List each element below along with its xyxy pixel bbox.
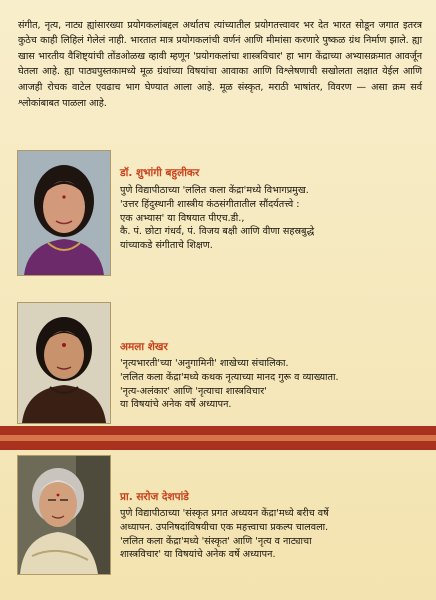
portrait-woman-3-image: [18, 456, 110, 574]
author-bio-2: [120, 357, 339, 412]
bio-line: कै. पं. छोटा गंधर्व, पं. विजय बक्षी आणि वीणा सहस्रबुद्धे: [120, 226, 315, 238]
author-photo-1: [17, 150, 111, 276]
bio-line: पुणे विद्यापीठाच्या 'ललित कला केंद्रा'मध्ये विभागप्रमुख.: [120, 185, 309, 196]
author-photo-3: [17, 455, 111, 575]
decorative-band-dark-bottom: [0, 441, 436, 450]
portrait-woman-2-image: [18, 303, 110, 423]
portrait-woman-1-image: [18, 151, 110, 275]
author-name-1: डॉ. शुभांगी बहुलीकर: [120, 167, 200, 179]
bio-line: 'ललित कला केंद्रा'मध्ये कथक नृत्याच्या मानद गुरू व व्याख्याता.: [120, 371, 339, 383]
bio-line: शास्त्रविचार' या विषयांचे अनेक वर्षे अध्यापन.: [120, 549, 276, 561]
bio-line: 'ललित कला केंद्रा'मध्ये 'संस्कृत' आणि 'नृत्य व नाट्याचा: [120, 535, 312, 547]
author-name-2: अमला शेखर: [120, 341, 168, 353]
bio-line: अध्यापन. उपनिषदांविषयीचा एक महत्त्वाचा प्रकल्प चालवला.: [120, 521, 329, 533]
author-photo-2: [17, 302, 111, 424]
intro-paragraph: संगीत, नृत्य, नाट्य ह्यांसारख्या प्रयोगकलांबद्दल अर्थातच त्यांच्यातील प्रयोगतत्त्वावर भर देत भारत सोडून जगात इतरत्र कुठेच काही लिहिलं गेलेलं नाही. भारतात मात्र प्रयोगकलांची वर्णनं आणि मीमांसा करणारे पुष्कळ ग्रंथ निर्माण झाले. ह्या खास भारतीय वैशिष्ट्यांची तोंडओळख व्हावी म्हणून 'प्रयोगकलांचा शास्त्रविचार' हा भाग केंद्राच्या अभ्यासक्रमात आवर्जून घेतला आहे. ह्या पाठ्यपुस्तकामध्ये मूळ ग्रंथांच्या विषयांचा आवाका आणि विश्लेषणाची सखोलता लक्षात येईल आणि आजही रोचक वाटेल एवढाच भाग घेण्यात आला आहे. मूळ संस्कृत, मराठी भाषांतर, विवरण — असा क्रम सर्व श्लोकांबाबत पाळला आहे.: [18, 19, 422, 109]
author-bio-1: [120, 184, 314, 253]
bio-line: यांच्याकडे संगीताचे शिक्षण.: [120, 240, 213, 252]
author-bio-3: [120, 507, 329, 562]
bio-line: या विषयांचे अनेक वर्षे अध्यापन.: [120, 399, 232, 411]
bio-line: एक अभ्यास' या विषयात पीएच.डी.,: [120, 212, 245, 224]
bio-line: 'उत्तर हिंदुस्थानी शास्त्रीय कंठसंगीतातील सौंदर्यतत्त्वे :: [120, 198, 300, 210]
author-name-3: प्रा. सरोज देशपांडे: [120, 491, 189, 503]
bio-line: पुणे विद्यापीठाच्या 'संस्कृत प्रगत अध्ययन केंद्रा'मध्ये बरीच वर्षे: [120, 508, 329, 519]
bio-line: 'नृत्य-अलंकार' आणि 'नृत्याचा शास्त्रविचार': [120, 385, 267, 397]
decorative-band-dark-top: [0, 426, 436, 435]
bio-line: 'नृत्यभारती'च्या 'अनुगामिनी' शाखेच्या संचालिका.: [120, 358, 289, 369]
